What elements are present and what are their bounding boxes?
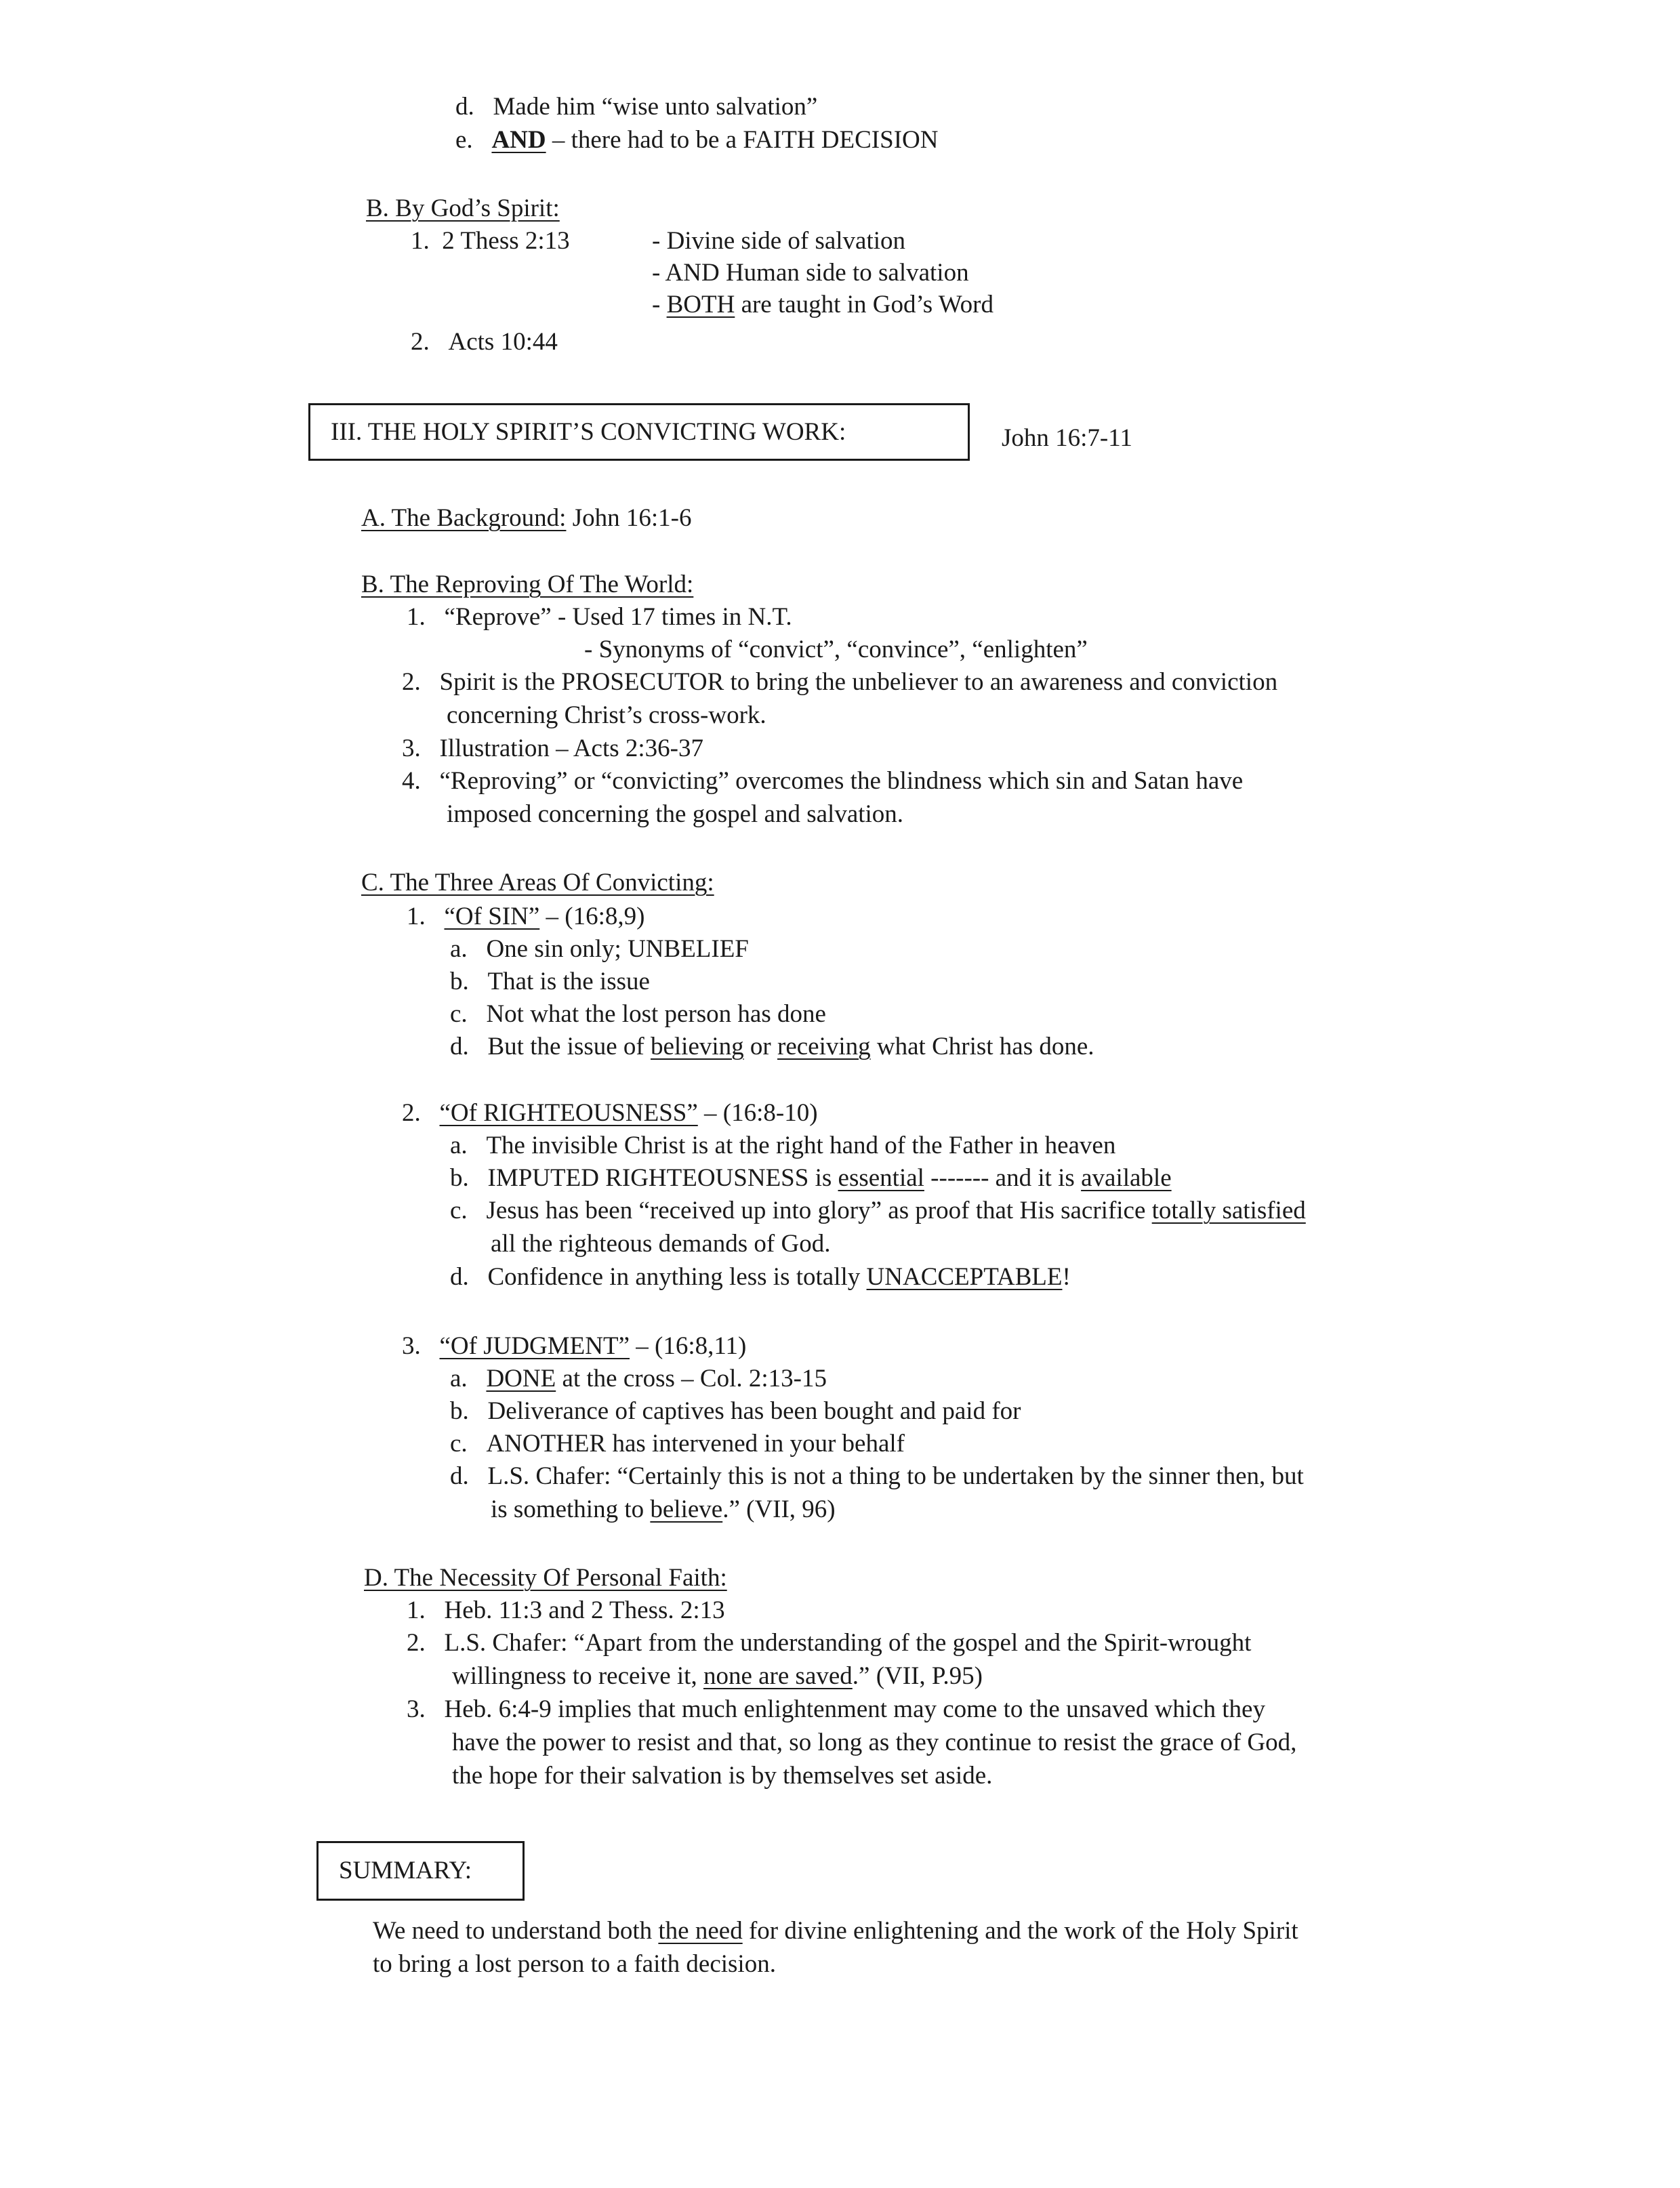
totally-satisfied-emphasis: totally satisfied xyxy=(1151,1197,1306,1224)
list-item-judg-d xyxy=(450,1461,1304,1492)
note-human-side: - AND Human side to salvation xyxy=(652,259,969,287)
item-text: 2 Thess 2:13 xyxy=(442,227,570,255)
item-text: is something to xyxy=(491,1495,651,1523)
item-text-continued: concerning Christ’s cross-work. xyxy=(447,701,766,729)
item-marker: a. xyxy=(450,1365,468,1392)
list-item-sin-b xyxy=(450,966,650,997)
list-item-right-d xyxy=(450,1262,1071,1293)
item-text: Made him “wise unto salvation” xyxy=(493,93,818,121)
note-text: are taught in God’s Word xyxy=(735,291,994,318)
the-need-emphasis: the need xyxy=(658,1917,743,1945)
believe-emphasis: believe xyxy=(650,1495,723,1523)
list-item-reprove xyxy=(407,602,792,633)
section-heading-by-gods-spirit: B. By God’s Spirit: xyxy=(366,194,560,222)
note-prefix: - xyxy=(652,291,667,318)
item-text-continued: the hope for their salvation is by themselves set aside. xyxy=(452,1762,993,1790)
item-text: One sin only; UNBELIEF xyxy=(486,935,749,963)
item-text: what Christ has done. xyxy=(870,1033,1094,1060)
list-item-2-thess xyxy=(411,226,570,257)
item-marker: a. xyxy=(450,935,468,963)
section-heading-background: A. The Background: xyxy=(361,504,567,532)
item-subtext: - Synonyms of “convict”, “convince”, “enlighten” xyxy=(584,636,1088,663)
subheading-of-righteousness xyxy=(402,1098,818,1129)
item-marker: 1. xyxy=(407,1596,426,1624)
item-text: But the issue of xyxy=(487,1033,651,1060)
available-emphasis: available xyxy=(1081,1164,1172,1192)
note-divine-side: - Divine side of salvation xyxy=(652,227,906,255)
receiving-emphasis: receiving xyxy=(777,1033,871,1060)
list-item-heb-11 xyxy=(407,1595,725,1626)
subheading-reference: – (16:8-10) xyxy=(697,1099,818,1127)
item-marker: 3. xyxy=(402,1332,421,1360)
section-title: III. THE HOLY SPIRIT’S CONVICTING WORK: xyxy=(331,417,846,446)
list-item-d xyxy=(455,91,817,123)
item-marker: 2. xyxy=(411,328,430,356)
summary-line-continued: to bring a lost person to a faith decision. xyxy=(373,1950,776,1978)
item-text: That is the issue xyxy=(487,968,650,995)
summary-text: for divine enlightening and the work of the Holy Spirit xyxy=(742,1917,1298,1945)
item-marker: b. xyxy=(450,1164,469,1192)
item-text: ANOTHER has intervened in your behalf xyxy=(486,1430,905,1458)
unacceptable-emphasis: UNACCEPTABLE xyxy=(866,1263,1063,1291)
summary-line xyxy=(373,1916,1298,1947)
item-marker: e. xyxy=(455,126,473,154)
section-a xyxy=(361,503,691,534)
subheading-title: “Of JUDGMENT” xyxy=(439,1332,630,1360)
section-heading-reproving: B. The Reproving Of The World: xyxy=(361,571,694,598)
summary-title: SUMMARY: xyxy=(339,1857,472,1884)
list-item-judg-c xyxy=(450,1428,905,1460)
list-item-reproving xyxy=(402,766,1243,797)
subheading-of-judgment xyxy=(402,1331,746,1362)
list-item-acts xyxy=(411,327,558,358)
item-text: .” (VII, P.95) xyxy=(852,1662,983,1690)
item-text: willingness to receive it, xyxy=(452,1662,703,1690)
item-text: or xyxy=(743,1033,777,1060)
item-text: Heb. 6:4-9 implies that much enlightenment may come to the unsaved which they xyxy=(444,1695,1265,1723)
item-text: Jesus has been “received up into glory” as proof that His sacrifice xyxy=(486,1197,1152,1224)
item-marker: c. xyxy=(450,1000,468,1028)
item-text: at the cross – Col. 2:13-15 xyxy=(556,1365,827,1392)
item-text-continued: all the righteous demands of God. xyxy=(491,1230,831,1258)
section-reference: John 16:1-6 xyxy=(566,504,692,532)
summary-text: We need to understand both xyxy=(373,1917,659,1945)
item-text: .” (VII, 96) xyxy=(722,1495,836,1523)
item-marker: d. xyxy=(450,1263,469,1291)
item-marker: d. xyxy=(450,1033,469,1060)
item-marker: c. xyxy=(450,1430,468,1458)
list-item-right-c xyxy=(450,1195,1306,1226)
section-title-box xyxy=(308,403,970,461)
list-item-illustration xyxy=(402,733,703,764)
item-text: – there had to be a FAITH DECISION xyxy=(546,126,939,154)
list-item-sin-d xyxy=(450,1031,1094,1062)
item-text: Not what the lost person has done xyxy=(486,1000,826,1028)
both-emphasis: BOTH xyxy=(666,291,735,318)
item-text-continued xyxy=(452,1661,983,1692)
list-item-right-b xyxy=(450,1163,1172,1194)
item-text: IMPUTED RIGHTEOUSNESS is xyxy=(487,1164,838,1192)
subheading-of-sin xyxy=(407,901,644,932)
item-marker: 4. xyxy=(402,767,421,795)
list-item-judg-b xyxy=(450,1396,1021,1427)
section-reference: John 16:7-11 xyxy=(1002,424,1132,452)
item-text-continued: have the power to resist and that, so long as they continue to resist the grace of God, xyxy=(452,1729,1297,1756)
item-marker: 2. xyxy=(402,1099,421,1127)
item-marker: 1. xyxy=(411,227,430,255)
item-text: Spirit is the PROSECUTOR to bring the unbeliever to an awareness and conviction xyxy=(439,668,1278,696)
list-item-chafer xyxy=(407,1628,1251,1659)
item-marker: b. xyxy=(450,1397,469,1425)
item-text-continued: imposed concerning the gospel and salvation. xyxy=(447,800,904,828)
subheading-title: “Of SIN” xyxy=(444,903,540,930)
item-marker: d. xyxy=(455,93,474,121)
item-text: Deliverance of captives has been bought and paid for xyxy=(487,1397,1021,1425)
note-both xyxy=(652,289,993,321)
list-item-prosecutor xyxy=(402,667,1277,698)
list-item-sin-c xyxy=(450,999,826,1030)
subheading-title: “Of RIGHTEOUSNESS” xyxy=(439,1099,698,1127)
item-text: “Reproving” or “convicting” overcomes the blindness which sin and Satan have xyxy=(439,767,1244,795)
item-marker: c. xyxy=(450,1197,468,1224)
item-text: Confidence in anything less is totally xyxy=(487,1263,867,1291)
item-marker: 3. xyxy=(402,735,421,762)
item-marker: d. xyxy=(450,1462,469,1490)
item-marker: b. xyxy=(450,968,469,995)
section-heading-necessity: D. The Necessity Of Personal Faith: xyxy=(364,1564,727,1592)
and-emphasis: AND xyxy=(491,126,546,154)
none-are-saved-emphasis: none are saved xyxy=(703,1662,853,1690)
summary-box xyxy=(316,1841,525,1901)
done-emphasis: DONE xyxy=(486,1365,556,1392)
item-text: Acts 10:44 xyxy=(448,328,558,356)
subheading-reference: – (16:8,11) xyxy=(630,1332,747,1360)
item-text: L.S. Chafer: “Certainly this is not a thing to be undertaken by the sinner then, but xyxy=(487,1462,1304,1490)
item-marker: 3. xyxy=(407,1695,426,1723)
item-marker: a. xyxy=(450,1132,468,1159)
item-text: Heb. 11:3 and 2 Thess. 2:13 xyxy=(444,1596,725,1624)
item-text: Illustration – Acts 2:36-37 xyxy=(439,735,703,762)
item-text: ------- and it is xyxy=(924,1164,1082,1192)
item-text-continued xyxy=(491,1494,836,1525)
item-text: ! xyxy=(1062,1263,1071,1291)
list-item-sin-a xyxy=(450,934,749,965)
item-text: The invisible Christ is at the right hand of the Father in heaven xyxy=(486,1132,1116,1159)
believing-emphasis: believing xyxy=(650,1033,744,1060)
essential-emphasis: essential xyxy=(838,1164,924,1192)
section-heading-three-areas: C. The Three Areas Of Convicting: xyxy=(361,869,714,896)
subheading-reference: – (16:8,9) xyxy=(539,903,645,930)
list-item-right-a xyxy=(450,1130,1115,1161)
item-text: “Reprove” - Used 17 times in N.T. xyxy=(444,603,792,631)
item-marker: 2. xyxy=(402,668,421,696)
item-marker: 2. xyxy=(407,1629,426,1657)
list-item-heb-6 xyxy=(407,1694,1265,1725)
list-item-judg-a xyxy=(450,1363,827,1395)
item-marker: 1. xyxy=(407,903,426,930)
list-item-e xyxy=(455,125,938,156)
item-text: L.S. Chafer: “Apart from the understanding of the gospel and the Spirit-wrought xyxy=(444,1629,1252,1657)
item-marker: 1. xyxy=(407,603,426,631)
